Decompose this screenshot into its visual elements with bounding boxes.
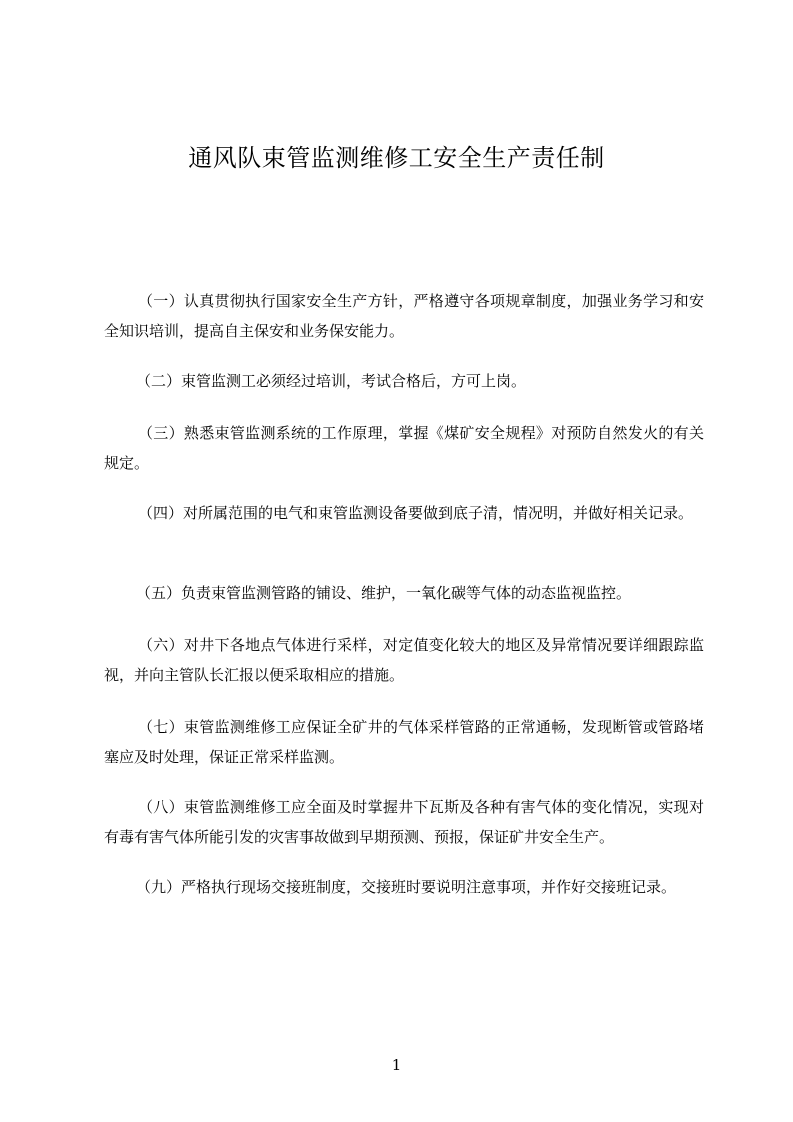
page-number: 1 (391, 1056, 402, 1074)
page-title: 通风队束管监测维修工安全生产责任制 (188, 144, 605, 172)
clause-2: （二）束管监测工必须经过培训，考试合格后，方可上岗。 (136, 372, 527, 390)
clause-3: （三）熟悉束管监测系统的工作原理，掌握《煤矿安全规程》对预防自然发火的有关规定。 (104, 424, 704, 472)
clause-5: （五）负责束管监测管路的铺设、维护，一氧化碳等气体的动态监视监控。 (136, 584, 632, 602)
clause-8: （八）束管监测维修工应全面及时掌握井下瓦斯及各种有害气体的变化情况，实现对有毒有害气体所能引发的灾害事故做到早期预测、预报，保证矿井安全生产。 (104, 798, 704, 846)
clause-7: （七）束管监测维修工应保证全矿井的气体采样管路的正常通畅，发现断管或管路堵塞应及时处理，保证正常采样监测。 (104, 718, 704, 766)
clause-9: （九）严格执行现场交接班制度，交接班时要说明注意事项，并作好交接班记录。 (136, 878, 677, 896)
clause-6: （六）对井下各地点气体进行采样，对定值变化较大的地区及异常情况要详细跟踪监视，并向主管队长汇报以便采取相应的措施。 (104, 636, 704, 684)
clause-4: （四）对所属范围的电气和束管监测设备要做到底子清，情况明，并做好相关记录。 (138, 504, 694, 522)
clause-1: （一）认真贯彻执行国家安全生产方针，严格遵守各项规章制度，加强业务学习和安全知识培训，提高自主保安和业务保安能力。 (104, 292, 704, 340)
